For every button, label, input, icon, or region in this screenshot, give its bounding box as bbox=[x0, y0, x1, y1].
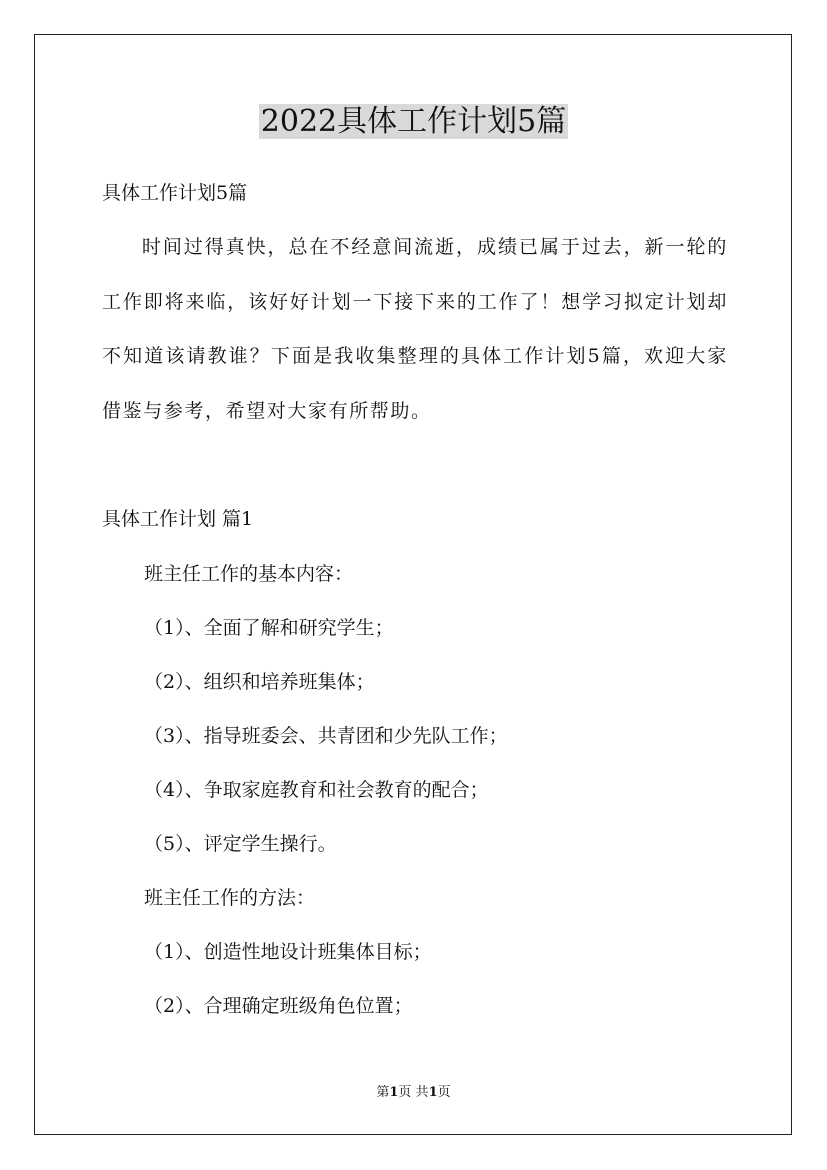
list-item: （2）、合理确定班级角色位置； bbox=[144, 995, 413, 1017]
page-prefix: 第 bbox=[376, 1085, 390, 1100]
methods-heading: 班主任工作的方法： bbox=[144, 887, 316, 909]
page-footer bbox=[0, 1084, 827, 1102]
intro-paragraph: 时间过得真快，总在不经意间流逝，成绩已属于过去，新一轮的工作即将来临，该好好计划一下接下来的工作了！想学习拟定计划却不知道该请教谁？下面是我收集整理的具体工作计划5篇，欢迎大家借鉴与参考，希望对大家有所帮助。 bbox=[102, 236, 728, 422]
document-title bbox=[0, 100, 827, 144]
page-current: 1 bbox=[389, 1085, 399, 1100]
document-title-text: 2022具体工作计划5篇 bbox=[260, 104, 567, 139]
document-subtitle: 具体工作计划5篇 bbox=[102, 182, 248, 204]
list-item: （3）、指导班委会、共青团和少先队工作； bbox=[144, 725, 508, 747]
page-total: 1 bbox=[428, 1085, 438, 1100]
page-suffix: 页 bbox=[437, 1085, 451, 1100]
list-item: （4）、争取家庭教育和社会教育的配合； bbox=[144, 779, 489, 801]
list-item: （1）、全面了解和研究学生； bbox=[144, 617, 394, 639]
basics-heading: 班主任工作的基本内容： bbox=[144, 563, 354, 585]
list-item: （2）、组织和培养班集体； bbox=[144, 671, 375, 693]
list-item: （1）、创造性地设计班集体目标； bbox=[144, 941, 432, 963]
list-item: （5）、评定学生操行。 bbox=[144, 833, 337, 855]
section-heading: 具体工作计划 篇1 bbox=[102, 508, 254, 530]
page-mid: 页 共 bbox=[398, 1085, 429, 1100]
